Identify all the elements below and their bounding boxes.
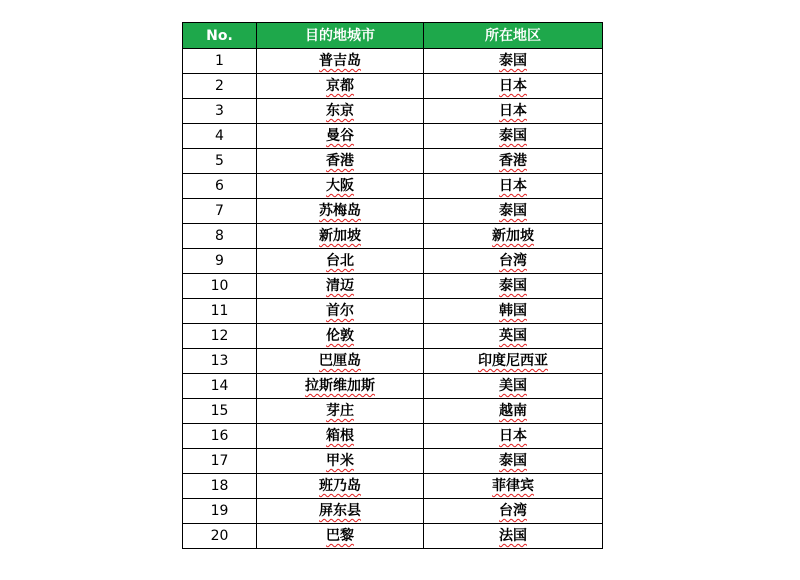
destination-city-cell xyxy=(257,49,424,74)
destination-city-cell xyxy=(257,249,424,274)
region-name: 泰国 xyxy=(499,203,527,219)
destination-city-cell xyxy=(257,374,424,399)
table-row xyxy=(183,224,603,249)
destination-city: 巴厘岛 xyxy=(319,353,361,369)
destination-city: 苏梅岛 xyxy=(319,203,361,219)
table-row xyxy=(183,399,603,424)
table-row xyxy=(183,474,603,499)
table-row xyxy=(183,274,603,299)
table-row xyxy=(183,524,603,549)
row-number: 1 xyxy=(183,49,257,74)
header-destination-city: 目的地城市 xyxy=(257,23,424,49)
region-cell xyxy=(424,199,603,224)
region-name: 韩国 xyxy=(499,303,527,319)
row-number: 5 xyxy=(183,149,257,174)
table-row xyxy=(183,149,603,174)
region-cell xyxy=(424,374,603,399)
destination-city-cell xyxy=(257,124,424,149)
region-name: 泰国 xyxy=(499,453,527,469)
destination-city: 东京 xyxy=(326,103,354,119)
table-row xyxy=(183,124,603,149)
region-name: 日本 xyxy=(499,428,527,444)
destination-city: 拉斯维加斯 xyxy=(305,378,375,394)
region-name: 泰国 xyxy=(499,278,527,294)
table-row xyxy=(183,174,603,199)
row-number: 14 xyxy=(183,374,257,399)
destination-city: 屏东县 xyxy=(319,503,361,519)
destination-city-cell xyxy=(257,99,424,124)
destination-city-cell xyxy=(257,424,424,449)
table-row xyxy=(183,299,603,324)
region-cell xyxy=(424,424,603,449)
region-name: 日本 xyxy=(499,178,527,194)
table-header xyxy=(183,23,603,49)
table-body xyxy=(183,49,603,549)
row-number: 16 xyxy=(183,424,257,449)
destination-city: 班乃岛 xyxy=(319,478,361,494)
destination-city: 台北 xyxy=(326,253,354,269)
region-cell xyxy=(424,249,603,274)
destination-city-cell xyxy=(257,499,424,524)
table-row xyxy=(183,424,603,449)
header-row xyxy=(183,23,603,49)
destination-city-cell xyxy=(257,74,424,99)
destination-city-cell xyxy=(257,474,424,499)
destination-city-cell xyxy=(257,524,424,549)
destination-city: 新加坡 xyxy=(319,228,361,244)
region-cell xyxy=(424,499,603,524)
region-name: 香港 xyxy=(499,153,527,169)
destination-city-cell xyxy=(257,274,424,299)
region-cell xyxy=(424,274,603,299)
table-row xyxy=(183,49,603,74)
destination-city-cell xyxy=(257,299,424,324)
region-name: 日本 xyxy=(499,103,527,119)
region-name: 新加坡 xyxy=(492,228,534,244)
destination-city-cell xyxy=(257,174,424,199)
table-row xyxy=(183,349,603,374)
table-row xyxy=(183,74,603,99)
destination-city-cell xyxy=(257,349,424,374)
destination-city-cell xyxy=(257,199,424,224)
destination-city: 首尔 xyxy=(326,303,354,319)
region-name: 越南 xyxy=(499,403,527,419)
destination-city: 普吉岛 xyxy=(319,53,361,69)
table-row xyxy=(183,499,603,524)
region-cell xyxy=(424,324,603,349)
table-row xyxy=(183,199,603,224)
destination-city: 芽庄 xyxy=(326,403,354,419)
row-number: 8 xyxy=(183,224,257,249)
region-cell xyxy=(424,74,603,99)
destination-city-cell xyxy=(257,449,424,474)
table-row xyxy=(183,374,603,399)
region-cell xyxy=(424,49,603,74)
row-number: 6 xyxy=(183,174,257,199)
row-number: 17 xyxy=(183,449,257,474)
table-row xyxy=(183,99,603,124)
header-region: 所在地区 xyxy=(424,23,603,49)
region-name: 台湾 xyxy=(499,503,527,519)
region-name: 法国 xyxy=(499,528,527,544)
region-cell xyxy=(424,124,603,149)
region-cell xyxy=(424,474,603,499)
row-number: 18 xyxy=(183,474,257,499)
destination-city: 京都 xyxy=(326,78,354,94)
region-cell xyxy=(424,524,603,549)
destination-city: 香港 xyxy=(326,153,354,169)
row-number: 19 xyxy=(183,499,257,524)
destination-city: 巴黎 xyxy=(326,528,354,544)
region-name: 泰国 xyxy=(499,53,527,69)
destination-city: 大阪 xyxy=(326,178,354,194)
row-number: 10 xyxy=(183,274,257,299)
destination-city: 伦敦 xyxy=(326,328,354,344)
row-number: 7 xyxy=(183,199,257,224)
destination-city: 箱根 xyxy=(326,428,354,444)
row-number: 3 xyxy=(183,99,257,124)
region-cell xyxy=(424,299,603,324)
destination-city: 清迈 xyxy=(326,278,354,294)
region-name: 泰国 xyxy=(499,128,527,144)
destination-table xyxy=(182,22,603,549)
region-name: 日本 xyxy=(499,78,527,94)
row-number: 13 xyxy=(183,349,257,374)
row-number: 4 xyxy=(183,124,257,149)
table-row xyxy=(183,449,603,474)
region-name: 美国 xyxy=(499,378,527,394)
region-name: 印度尼西亚 xyxy=(478,353,548,369)
region-name: 英国 xyxy=(499,328,527,344)
table-row xyxy=(183,249,603,274)
destination-city: 曼谷 xyxy=(326,128,354,144)
region-cell xyxy=(424,99,603,124)
region-cell xyxy=(424,399,603,424)
region-cell xyxy=(424,174,603,199)
header-no: No. xyxy=(183,23,257,49)
row-number: 12 xyxy=(183,324,257,349)
region-cell xyxy=(424,224,603,249)
region-cell xyxy=(424,349,603,374)
region-cell xyxy=(424,449,603,474)
table-row xyxy=(183,324,603,349)
region-name: 台湾 xyxy=(499,253,527,269)
row-number: 2 xyxy=(183,74,257,99)
row-number: 15 xyxy=(183,399,257,424)
destination-city-cell xyxy=(257,324,424,349)
destination-city-cell xyxy=(257,224,424,249)
row-number: 20 xyxy=(183,524,257,549)
row-number: 11 xyxy=(183,299,257,324)
destination-city-cell xyxy=(257,149,424,174)
region-name: 菲律宾 xyxy=(492,478,534,494)
row-number: 9 xyxy=(183,249,257,274)
destination-city: 甲米 xyxy=(326,453,354,469)
region-cell xyxy=(424,149,603,174)
destination-city-cell xyxy=(257,399,424,424)
